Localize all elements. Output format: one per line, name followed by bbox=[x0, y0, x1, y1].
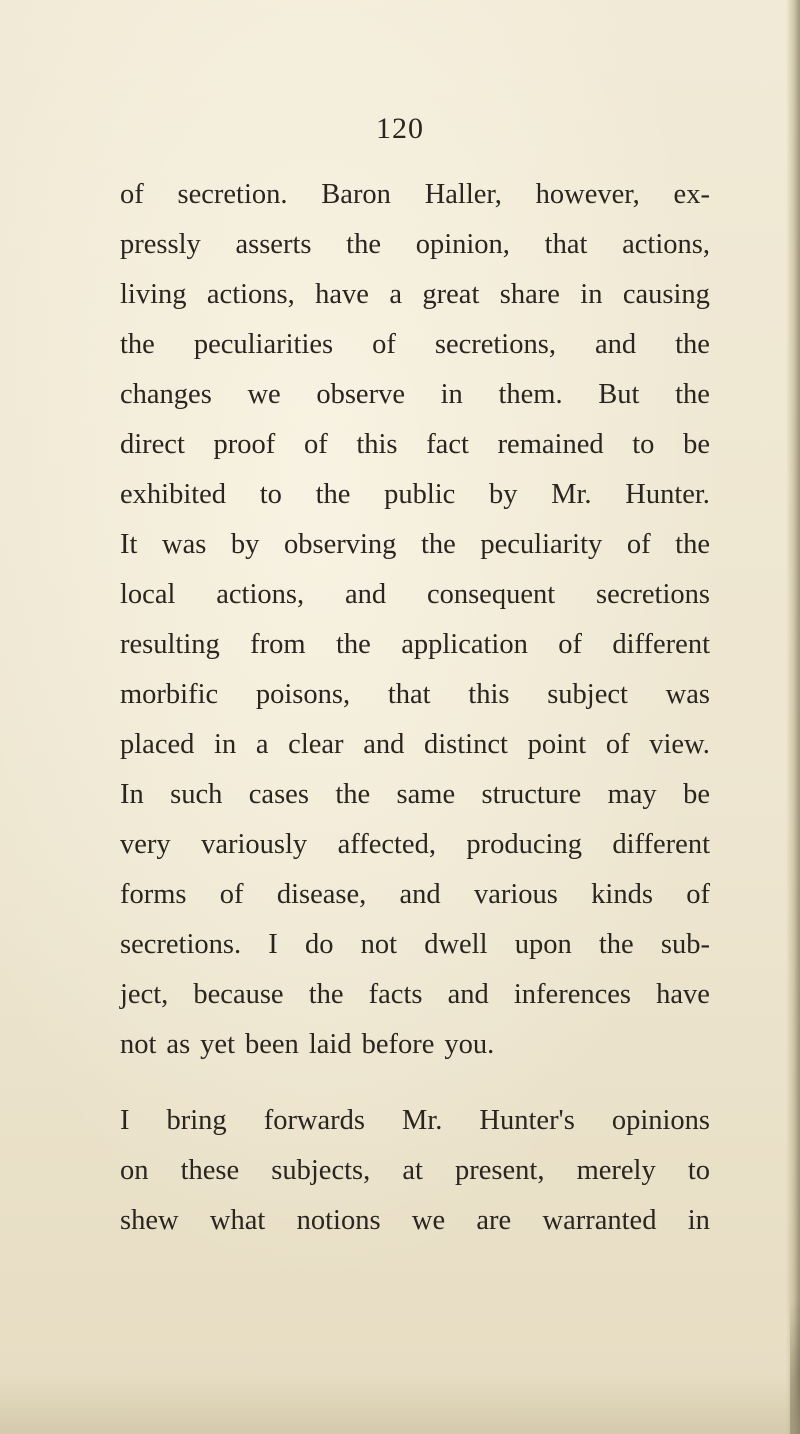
word: public bbox=[384, 479, 456, 510]
word: asserts bbox=[235, 229, 312, 260]
word: this bbox=[356, 429, 398, 460]
word: distinct bbox=[424, 729, 508, 760]
word: kinds bbox=[591, 879, 653, 910]
word: and bbox=[363, 729, 405, 760]
text-line bbox=[120, 820, 710, 870]
word: however, bbox=[535, 179, 640, 210]
word: of bbox=[605, 729, 630, 760]
word: because bbox=[193, 979, 284, 1010]
word: from bbox=[250, 629, 306, 660]
word: structure bbox=[481, 779, 582, 810]
word: proof bbox=[213, 429, 276, 460]
word: Mr. bbox=[551, 479, 592, 510]
word: facts bbox=[368, 979, 423, 1010]
word: observing bbox=[283, 529, 397, 560]
word: as bbox=[166, 1029, 191, 1060]
word: subjects, bbox=[271, 1155, 371, 1186]
word: to bbox=[259, 479, 282, 510]
word: be bbox=[683, 429, 710, 460]
word: this bbox=[468, 679, 510, 710]
word: inferences bbox=[513, 979, 631, 1010]
word: these bbox=[180, 1155, 240, 1186]
word: different bbox=[612, 829, 710, 860]
text-line bbox=[120, 1020, 710, 1070]
word: the bbox=[675, 379, 710, 410]
paragraph-gap bbox=[120, 1070, 710, 1096]
word: share bbox=[499, 279, 560, 310]
page-number: 120 bbox=[376, 112, 424, 145]
word: not bbox=[120, 1029, 157, 1060]
word: the bbox=[346, 229, 381, 260]
word: opinion, bbox=[415, 229, 510, 260]
text-line bbox=[120, 370, 710, 420]
word: dwell bbox=[424, 929, 488, 960]
word: have bbox=[656, 979, 710, 1010]
word: have bbox=[315, 279, 369, 310]
word: poisons, bbox=[255, 679, 351, 710]
paragraph-2 bbox=[120, 1096, 710, 1246]
text-line bbox=[120, 320, 710, 370]
word: Hunter. bbox=[625, 479, 710, 510]
word: are bbox=[476, 1205, 512, 1236]
word: warranted bbox=[542, 1205, 657, 1236]
word: on bbox=[120, 1155, 149, 1186]
page-bottom-shading bbox=[0, 1374, 800, 1434]
word: pressly bbox=[120, 229, 201, 260]
word: by bbox=[230, 529, 260, 560]
word: Hunter's bbox=[479, 1105, 575, 1136]
word: different bbox=[612, 629, 710, 660]
text-line bbox=[120, 870, 710, 920]
word: peculiarity bbox=[480, 529, 603, 560]
word: subject bbox=[547, 679, 628, 710]
word: of bbox=[686, 879, 710, 910]
word: actions, bbox=[622, 229, 710, 260]
word: in bbox=[214, 729, 237, 760]
text-line bbox=[120, 170, 710, 220]
word: you. bbox=[444, 1029, 495, 1060]
text-line bbox=[120, 1146, 710, 1196]
word: may bbox=[607, 779, 657, 810]
page-edge-shading bbox=[786, 0, 800, 1434]
text-line bbox=[120, 720, 710, 770]
word: peculiarities bbox=[193, 329, 334, 360]
word: exhibited bbox=[120, 479, 227, 510]
word: be bbox=[683, 779, 710, 810]
word: the bbox=[335, 779, 371, 810]
word: we bbox=[411, 1205, 446, 1236]
word: very bbox=[120, 829, 171, 860]
word: Baron bbox=[321, 179, 391, 210]
word: the bbox=[315, 479, 351, 510]
word: a bbox=[255, 729, 269, 760]
text-line bbox=[120, 470, 710, 520]
word: was bbox=[162, 529, 207, 560]
word: secretions, bbox=[434, 329, 556, 360]
word: the bbox=[335, 629, 371, 660]
word: do bbox=[304, 929, 334, 960]
word: was bbox=[665, 679, 710, 710]
word: yet bbox=[200, 1029, 235, 1060]
word: sub- bbox=[660, 929, 710, 960]
word: the bbox=[675, 529, 710, 560]
word: variously bbox=[201, 829, 308, 860]
word: of bbox=[219, 879, 244, 910]
word: in bbox=[580, 279, 603, 310]
text-line bbox=[120, 420, 710, 470]
word: affected, bbox=[337, 829, 436, 860]
word: It bbox=[120, 529, 138, 560]
word: various bbox=[473, 879, 558, 910]
word: the bbox=[120, 329, 155, 360]
text-line bbox=[120, 670, 710, 720]
word: forwards bbox=[263, 1105, 365, 1136]
word: upon bbox=[514, 929, 572, 960]
word: clear bbox=[288, 729, 344, 760]
word: secretions bbox=[596, 579, 710, 610]
word: and bbox=[594, 329, 637, 360]
word: ject, bbox=[120, 979, 169, 1010]
word: in bbox=[687, 1205, 710, 1236]
word: we bbox=[247, 379, 281, 410]
text-line bbox=[120, 620, 710, 670]
word: before bbox=[361, 1029, 435, 1060]
word: what bbox=[209, 1205, 266, 1236]
word: producing bbox=[466, 829, 582, 860]
word: changes bbox=[120, 379, 212, 410]
word: at bbox=[402, 1155, 423, 1186]
word: fact bbox=[426, 429, 469, 460]
word: present, bbox=[455, 1155, 545, 1186]
text-line bbox=[120, 570, 710, 620]
word: to bbox=[687, 1155, 710, 1186]
word: I bbox=[268, 929, 278, 960]
word: of bbox=[558, 629, 582, 660]
text-line bbox=[120, 970, 710, 1020]
word: forms bbox=[120, 879, 187, 910]
text-line bbox=[120, 1196, 710, 1246]
word: them. bbox=[498, 379, 563, 410]
word: merely bbox=[576, 1155, 656, 1186]
word: direct bbox=[120, 429, 185, 460]
text-line bbox=[120, 770, 710, 820]
word: shew bbox=[120, 1205, 179, 1236]
text-line bbox=[120, 520, 710, 570]
word: and bbox=[344, 579, 387, 610]
word: causing bbox=[622, 279, 710, 310]
word: actions, bbox=[216, 579, 305, 610]
word: such bbox=[170, 779, 223, 810]
word: consequent bbox=[426, 579, 556, 610]
word: the bbox=[308, 979, 344, 1010]
word: in bbox=[440, 379, 463, 410]
word: But bbox=[598, 379, 640, 410]
word: remained bbox=[497, 429, 604, 460]
word: laid bbox=[308, 1029, 352, 1060]
word: notions bbox=[296, 1205, 381, 1236]
word: and bbox=[399, 879, 441, 910]
word: observe bbox=[316, 379, 405, 410]
word: living bbox=[120, 279, 187, 310]
word: disease, bbox=[276, 879, 367, 910]
word: morbific bbox=[120, 679, 219, 710]
word: ex- bbox=[673, 179, 710, 210]
word: the bbox=[598, 929, 634, 960]
word: application bbox=[401, 629, 528, 660]
word: and bbox=[447, 979, 489, 1010]
word: placed bbox=[120, 729, 195, 760]
word: local bbox=[120, 579, 176, 610]
body-text bbox=[120, 170, 710, 1246]
word: Haller, bbox=[424, 179, 502, 210]
word: by bbox=[489, 479, 518, 510]
word: that bbox=[544, 229, 588, 260]
word: of bbox=[120, 179, 144, 210]
word: actions, bbox=[206, 279, 295, 310]
word: view. bbox=[649, 729, 710, 760]
text-line bbox=[120, 920, 710, 970]
word: of bbox=[626, 529, 651, 560]
word: great bbox=[422, 279, 480, 310]
word: point bbox=[527, 729, 587, 760]
word: a bbox=[389, 279, 403, 310]
text-line bbox=[120, 270, 710, 320]
word: In bbox=[120, 779, 144, 810]
paragraph-1 bbox=[120, 170, 710, 1070]
word: of bbox=[372, 329, 396, 360]
word: that bbox=[387, 679, 431, 710]
word: secretion. bbox=[177, 179, 288, 210]
word: Mr. bbox=[402, 1105, 443, 1136]
word: not bbox=[360, 929, 398, 960]
word: cases bbox=[248, 779, 309, 810]
word: I bbox=[120, 1105, 130, 1136]
word: been bbox=[245, 1029, 299, 1060]
word: secretions. bbox=[120, 929, 242, 960]
word: same bbox=[396, 779, 456, 810]
word: bring bbox=[166, 1105, 227, 1136]
word: opinions bbox=[611, 1105, 710, 1136]
word: the bbox=[420, 529, 456, 560]
word: resulting bbox=[120, 629, 220, 660]
word: of bbox=[303, 429, 328, 460]
word: to bbox=[632, 429, 655, 460]
text-line bbox=[120, 1096, 710, 1146]
text-line bbox=[120, 220, 710, 270]
word: the bbox=[675, 329, 710, 360]
